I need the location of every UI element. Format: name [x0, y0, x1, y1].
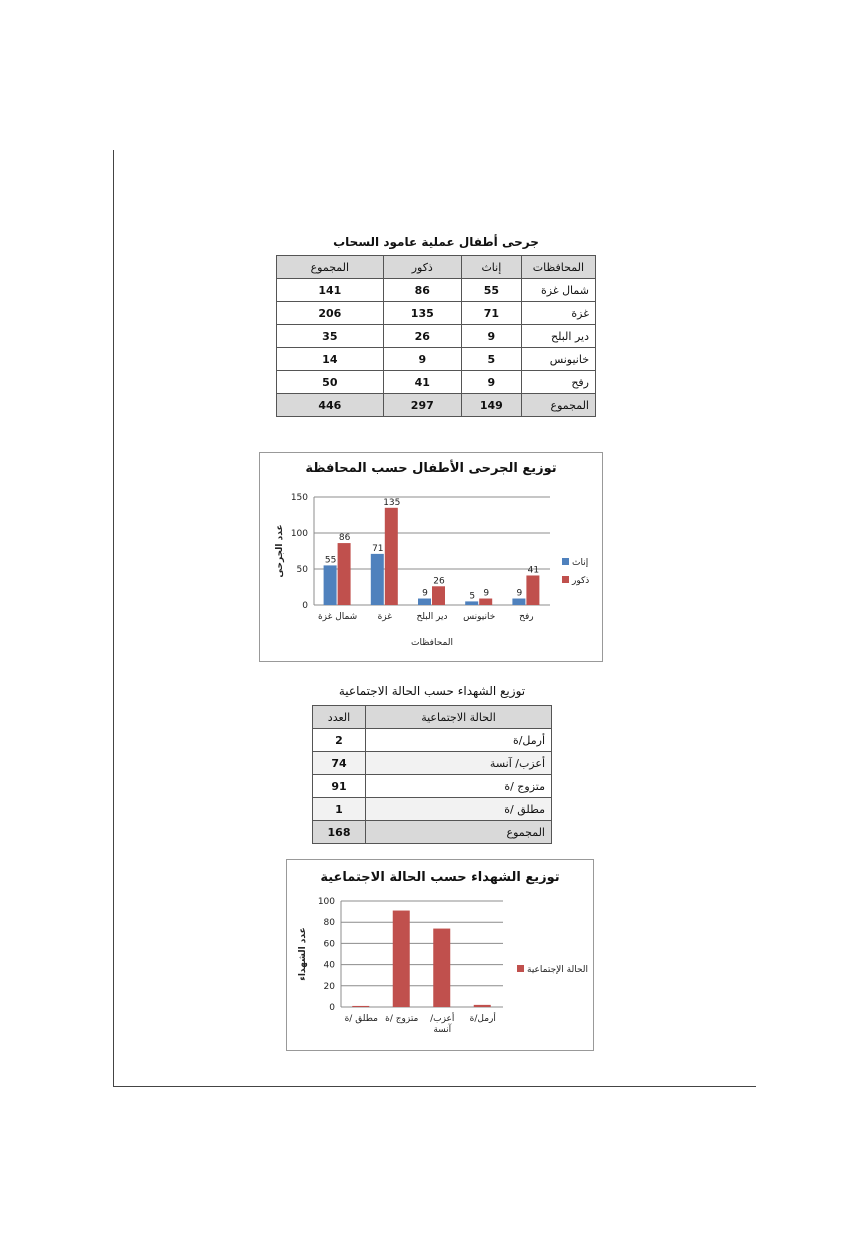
cell-total: 206	[277, 302, 384, 325]
cell-count: 91	[313, 775, 366, 798]
cell-governorate: شمال غزة	[521, 279, 595, 302]
cell-count: 1	[313, 798, 366, 821]
cell-count: 2	[313, 729, 366, 752]
y-tick-label: 80	[323, 918, 335, 929]
table-total-row	[277, 394, 596, 417]
y-tick-label: 40	[323, 960, 335, 971]
y-tick-label: 0	[302, 601, 308, 611]
data-label: 9	[483, 588, 490, 599]
cell-males: 86	[383, 279, 461, 302]
table-row	[313, 729, 552, 752]
bar	[433, 929, 450, 1007]
x-tick-label: آنسة	[433, 1025, 452, 1035]
martyrs-by-status-chart	[286, 859, 594, 1051]
chart1-title: توزيع الجرحى الأطفال حسب المحافظة	[305, 461, 557, 476]
header-females: إناث	[461, 256, 521, 279]
cell-status: أعزب/ آنسة	[366, 752, 552, 775]
cell-females: 9	[461, 325, 521, 348]
cell-status: مطلق /ة	[366, 798, 552, 821]
x-tick-label: رفح	[519, 612, 534, 622]
bar	[385, 508, 398, 605]
cell-females: 149	[461, 394, 521, 417]
y-tick-label: 0	[329, 1003, 335, 1013]
x-tick-label: شمال غزة	[317, 612, 358, 622]
table-row	[277, 302, 596, 325]
bar	[526, 575, 539, 605]
cell-males: 41	[383, 371, 461, 394]
cell-governorate: رفح	[521, 371, 595, 394]
cell-males: 135	[383, 302, 461, 325]
y-tick-label: 60	[323, 939, 335, 950]
table-row	[277, 325, 596, 348]
chart1-svg	[260, 453, 602, 661]
header-males: ذكور	[383, 256, 461, 279]
cell-males: 297	[383, 394, 461, 417]
cell-males: 9	[383, 348, 461, 371]
header-governorate: المحافظات	[521, 256, 595, 279]
table-row	[313, 798, 552, 821]
bar	[465, 601, 478, 605]
x-tick-label: أرمل/ة	[469, 1014, 496, 1024]
table-row	[277, 279, 596, 302]
page-border-bottom	[113, 1086, 756, 1087]
legend-swatch	[517, 965, 524, 972]
chart2-title: توزيع الشهداء حسب الحالة الاجتماعية	[320, 870, 560, 885]
header-count: العدد	[313, 706, 366, 729]
legend-label: ذكور	[572, 576, 590, 586]
cell-females: 9	[461, 371, 521, 394]
y-tick-label: 50	[296, 565, 308, 575]
data-label: 9	[422, 588, 428, 599]
cell-females: 5	[461, 348, 521, 371]
table-row	[313, 752, 552, 775]
x-tick-label: متزوج /ة	[385, 1014, 419, 1024]
y-axis-label: عدد الشهداء	[298, 927, 308, 981]
bar	[324, 565, 337, 605]
legend-swatch	[562, 576, 569, 583]
x-tick-label: دير البلح	[416, 612, 448, 622]
cell-total: 446	[277, 394, 384, 417]
injured-by-governorate-chart	[259, 452, 603, 662]
table-row	[277, 348, 596, 371]
bar	[352, 1006, 369, 1007]
cell-governorate: المجموع	[521, 394, 595, 417]
cell-total: 35	[277, 325, 384, 348]
table2-caption: توزيع الشهداء حسب الحالة الاجتماعية	[338, 684, 526, 698]
cell-governorate: غزة	[521, 302, 595, 325]
legend-swatch	[562, 558, 569, 565]
cell-status: أرمل/ة	[366, 729, 552, 752]
x-tick-label: مطلق /ة	[344, 1014, 378, 1024]
y-tick-label: 150	[290, 493, 308, 503]
bar	[418, 599, 431, 605]
data-label: 86	[338, 533, 351, 544]
x-tick-label: خانيونس	[463, 612, 496, 622]
cell-total: 50	[277, 371, 384, 394]
martyrs-status-table	[312, 705, 552, 844]
data-label: 71	[372, 543, 384, 554]
data-label: 55	[324, 555, 337, 566]
x-tick-label: أعزب/	[430, 1014, 455, 1024]
page-border-left	[113, 150, 114, 1087]
cell-governorate: دير البلح	[521, 325, 595, 348]
bar	[512, 599, 525, 605]
y-axis-label: عدد الجرحى	[275, 524, 285, 578]
cell-status: المجموع	[366, 821, 552, 844]
injured-children-table	[276, 255, 596, 417]
data-label: 9	[516, 588, 523, 599]
bar	[474, 1005, 491, 1007]
cell-males: 26	[383, 325, 461, 348]
y-tick-label: 20	[323, 981, 335, 992]
table1-caption: جرحى أطفال عملية عامود السحاب	[333, 235, 539, 249]
header-status: الحالة الاجتماعية	[366, 706, 552, 729]
x-tick-label: غزة	[377, 612, 392, 622]
bar	[393, 911, 410, 1007]
table-row	[313, 775, 552, 798]
cell-females: 71	[461, 302, 521, 325]
chart2-svg	[287, 860, 593, 1050]
table-row	[277, 371, 596, 394]
cell-count: 168	[313, 821, 366, 844]
legend-label: إناث	[572, 558, 589, 568]
cell-count: 74	[313, 752, 366, 775]
cell-total: 141	[277, 279, 384, 302]
data-label: 26	[433, 576, 445, 587]
table-total-row	[313, 821, 552, 844]
cell-females: 55	[461, 279, 521, 302]
cell-total: 14	[277, 348, 384, 371]
y-tick-label: 100	[290, 529, 308, 539]
data-label: 41	[527, 565, 540, 576]
bar	[432, 586, 445, 605]
bar	[479, 599, 492, 605]
bar	[338, 543, 351, 605]
cell-status: متزوج /ة	[366, 775, 552, 798]
header-total: المجموع	[277, 256, 384, 279]
data-label: 135	[383, 497, 401, 508]
y-tick-label: 100	[317, 897, 335, 907]
x-axis-label: المحافظات	[411, 638, 453, 648]
cell-governorate: خانيونس	[521, 348, 595, 371]
bar	[371, 554, 384, 605]
data-label: 5	[469, 591, 476, 602]
legend-label: الحالة الإجتماعية	[527, 965, 588, 975]
